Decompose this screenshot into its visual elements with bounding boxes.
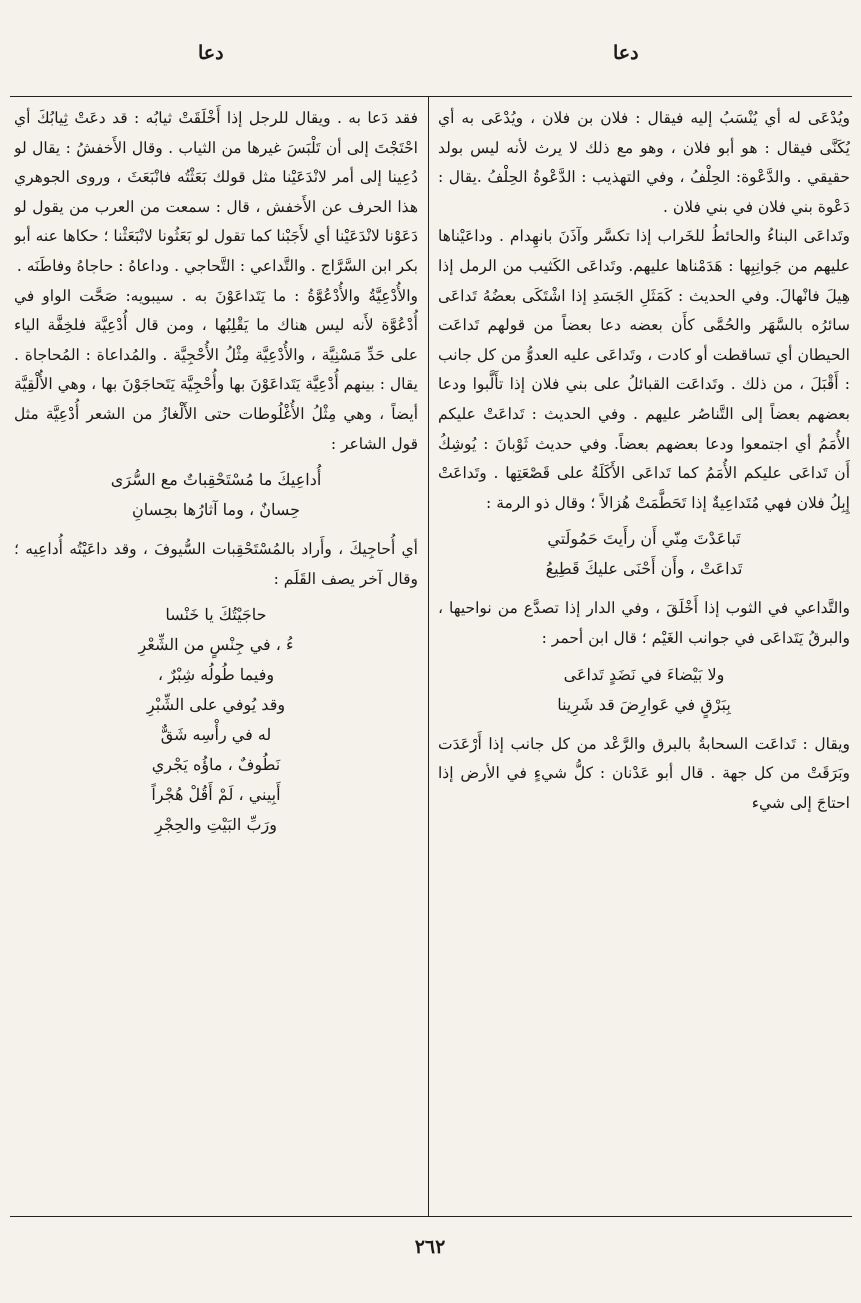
verse-line: له في رأْسِه شَقٌّ <box>160 725 272 745</box>
running-header-right: دعا <box>613 42 639 64</box>
poem-verse <box>438 660 850 720</box>
poem-verse <box>14 600 418 840</box>
verse-line: حِسانٌ ، وما آثارُها بحِسانِ <box>132 500 300 520</box>
poem-verse <box>14 465 418 525</box>
verse-line: نَطُوفٌ ، ماؤُه يَجْري <box>151 755 281 775</box>
verse-line: ورَبِّ البَيْتِ والحِجْرِ <box>155 815 277 835</box>
page-number: ٢٦٢ <box>414 1236 446 1258</box>
paragraph: وتَداعَى البناءُ والحائطُ للخَراب إذا تكسَّر وآذَنَ بانهِدام . وداعَيْناها عليهم من جَوانِبِها : هَدَمْناها عليهم. وتَداعَى الكَثيب من الرمل إذا هِيلَ فانْهالَ. وفي الحديث : كَمَثَلِ الجَسَدِ إذا اشْتَكَى بعضُهُ تَداعَى سائرُه بالسَّهَر والحُمَّى كأَن بعضه دعا بعضاً من قولهم تَداعَت الحيطان أي تساقطت أو كادت ، وتَداعَى عليه العدوُّ من كل جانب : أَقْبَلَ ، من ذلك . وتَداعَت القبائلُ على بني فلان إذا تأَلَّبوا ودعا بعضهم بعضاً إلى التَّناصُر عليهم . وفي الحديث : تَداعَتْ عليكم الأُمَمُ أي اجتمعوا ودعا بعضهم بعضاً. وفي حديث ثَوْبانَ : يُوشِكُ أَن تَداعَى عليكم الأُمَمُ كما تَداعَى الأَكَلَةُ على قَصْعَتِها . وتَداعَتْ إِبِلُ فلان فهي مُتَداعِيةٌ إذا تَحَطَّمَتْ هُزالاً ؛ وقال ذو الرمة : <box>438 227 850 512</box>
paragraph: فقد دَعا به . ويقال للرجل إذا أَخْلَقَتْ ثيابُه : قد دعَتْ ثِيابُكَ أي احْتَجْتَ إلى أن تَلْبَسَ غيرها من الثياب . وقال الأَخفشُ : يقال لو دُعِينا إلى أمر لانْدَعَيْنا مثل قولك بَعَثْتُه فانْبَعَثَ ، وروى الجوهري هذا الحرف عن الأَخفش ، قال : سمعت من العرب من يقول لو دَعَوْنا لانْدَعَيْنا أي لأَجَبْنا كما تقول لو بَعَثُونا لانْبَعَثْنا ؛ حكاها عنه أبو بكر ابن السَّرَّاج . والتَّداعي : التَّحاجي . وداعاهُ : حاجاهُ وفاطَنَه . <box>14 109 418 275</box>
verse-line: تَباعَدْتَ مِنّي أَن رأَيتَ حَمُولَتي <box>547 529 741 549</box>
left-column <box>14 104 418 1212</box>
paragraph: ويُدْعَى له أي يُنْسَبُ إليه فيقال : فلان بن فلان ، ويُدْعَى به أي يُكَنَّى فيقال : هو أبو فلان ، وهو مع ذلك لا يرث لأنه ليس بولد حقيقي . والدَّعْوة: الحِلْفُ ، وفي التهذيب : الدَّعْوةُ الحِلْفُ .يقال : دَعْوة بني فلان في بني فلان . <box>438 109 850 216</box>
verse-line: وقد يُوفي على الشِّبْرِ <box>146 695 286 715</box>
running-header-left: دعا <box>198 42 224 64</box>
top-rule <box>10 96 852 97</box>
poem-verse <box>438 524 850 584</box>
verse-line: ءُ ، في جِنْسٍ من الشِّعْرِ <box>138 635 294 655</box>
verse-line: بِبَرْقٍ في عَوارِضَ قد شَرِينا <box>557 694 731 714</box>
column-divider <box>428 97 429 1216</box>
right-column <box>438 104 850 1212</box>
verse-line: أُداعِيكَ ما مُسْتَحْقِباتٌ مع السُّرَى <box>110 470 322 490</box>
verse-line: ولا بَيْضاءَ في نَضَدٍ تَداعَى <box>563 664 725 684</box>
verse-line: أَبِيني ، لَمْ أَقُلْ هُجْراً <box>151 785 281 805</box>
paragraph: والتَّداعي في الثوب إذا أَخْلَقَ ، وفي الدار إذا تصدَّع من نواحيها ، والبرقُ يَتَداعَى في جوانب الغَيْم ؛ قال ابن أحمر : <box>438 599 850 647</box>
paragraph: والأُدْعِيَّةُ والأُدْعُوَّةُ : ما يَتَداعَوْنَ به . سيبويه: صَحَّت الواو في أُدْعُوَّة لأَنه ليس هناك ما يَقْلِبُها ، ومن قال أُدْعِيَّة فلخِفَّة الياء على حَدِّ مَسْنِيَّة ، والأُدْعِيَّة مِثْلُ الأُحْجِيَّة . والمُداعاة : المُحاجاة . يقال : بينهم أُدْعِيَّة يَتَداعَوْنَ بها وأُحْجِيَّة يَتَحاجَوْنَ بها ، وهي الأُلْقِيَّة أيضاً ، وهي مِثْلُ الأُغْلُوطات حتى الأَلْغازُ من الشعر أُدْعِيَّة مثل قول الشاعر : <box>14 286 418 453</box>
verse-line: حاجَيْتُكَ يا خَنْسا <box>165 605 267 625</box>
verse-line: وفيما طُولُه شِبْرٌ ، <box>157 665 275 685</box>
paragraph: ويقال : تَداعَت السحابةُ بالبرق والرَّعْد من كل جانب إذا أَرْعَدَت وبَرَقَتْ من كل جهة . قال أبو عَدْنان : كلُّ شيءٍ في الأرض إذا احتاجَ إلى شيء <box>438 734 850 812</box>
bottom-rule <box>10 1216 852 1217</box>
verse-line: تَداعَتْ ، وأَن أَحْنَى عليكَ قَطِيعُ <box>545 559 743 579</box>
paragraph: أي أُحاجِيكَ ، وأَراد بالمُسْتَحْقِبات السُّيوفَ ، وقد داعَيْتُه أُداعِيه ؛ وقال آخر يصف القَلَم : <box>14 540 418 588</box>
